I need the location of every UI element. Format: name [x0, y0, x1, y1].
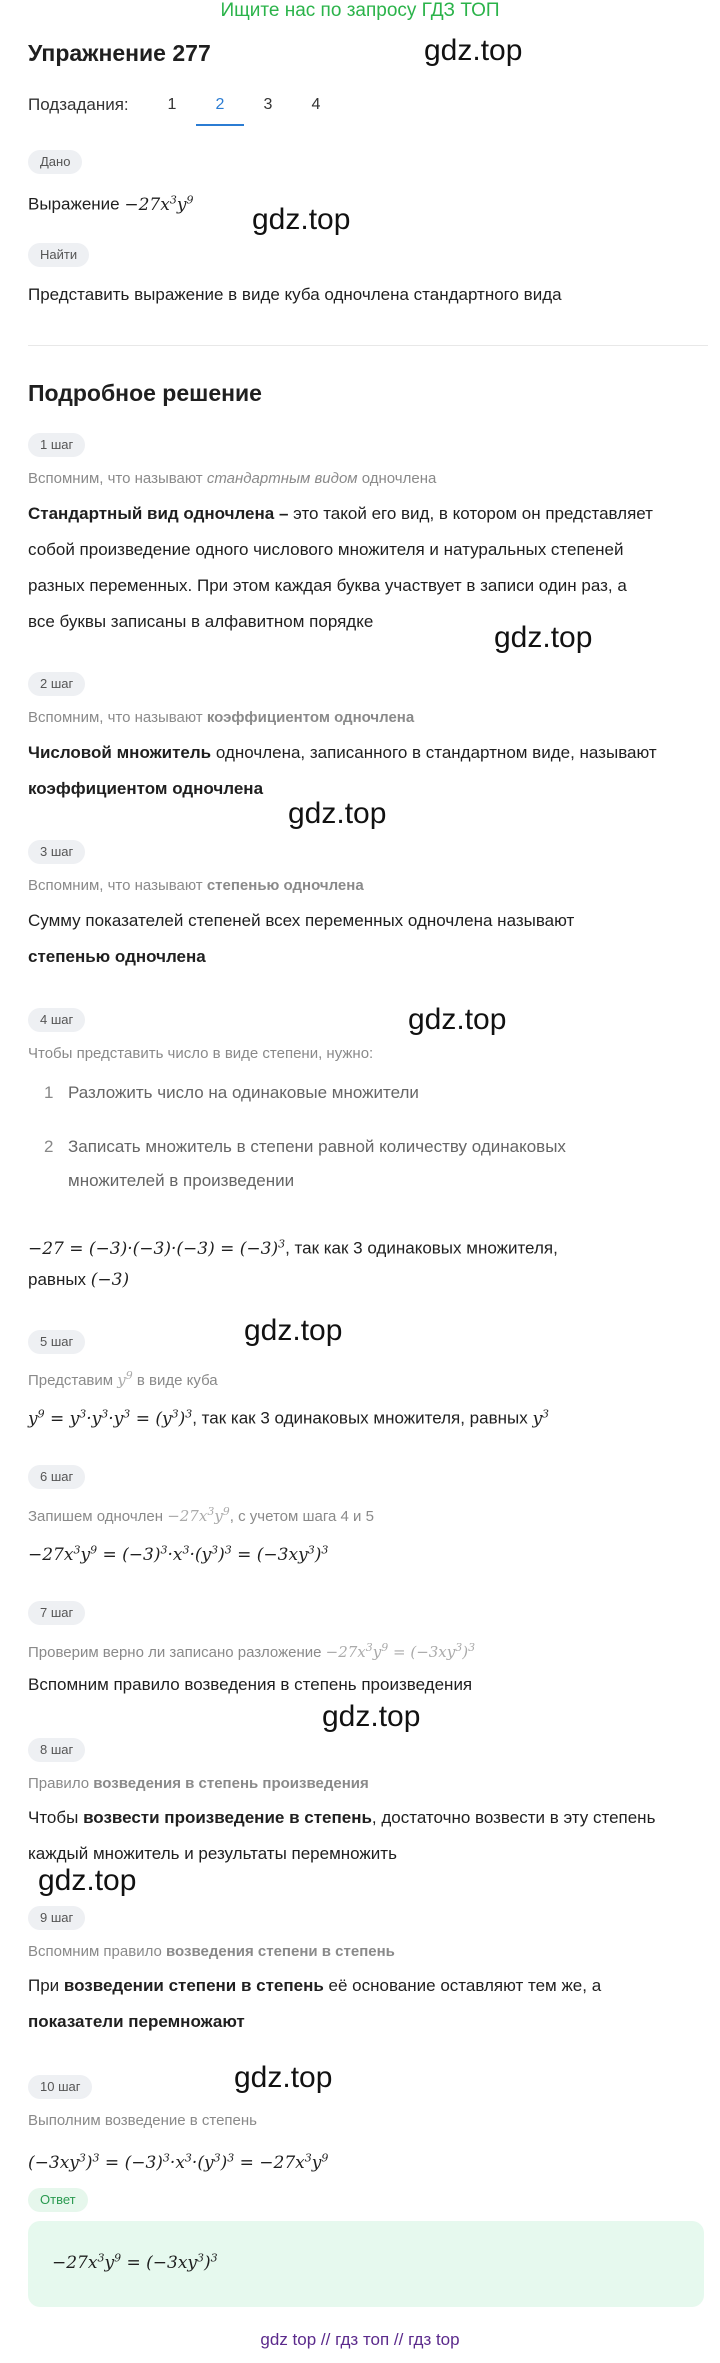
step-2-text: Числовой множитель одночлена, записанного в стандартном виде, называют — [28, 743, 657, 762]
given-text — [28, 182, 708, 223]
step-8-text-line: каждый множитель и результаты перемножить — [28, 1844, 397, 1863]
watermark: gdz.top — [424, 34, 523, 67]
step-3-note: Вспомним, что называют степенью одночлена — [28, 877, 364, 894]
step-6-formula: $-27x^3y^9 = (-3)^3\cdot x^3\cdot(y^3)^3 = (-3xy^3)^3$ — [28, 1543, 329, 1565]
step-1-note: Вспомним, что называют стандартным видом одночлена — [28, 470, 437, 487]
step-1-text: Стандартный вид одночлена – это такой его вид, в котором он представляет — [28, 504, 653, 523]
divider — [28, 345, 708, 346]
step-10-badge: 10 шаг — [28, 2075, 92, 2099]
step-2-note: Вспомним, что называют коэффициентом одночлена — [28, 709, 415, 726]
step-4-badge: 4 шаг — [28, 1008, 85, 1032]
step-2-text-line: коэффициентом одночлена — [28, 779, 264, 798]
find-text: Представить выражение в виде куба одночлена стандартного вида — [28, 285, 562, 304]
subtask-tab-4[interactable]: 4 — [311, 96, 321, 113]
watermark: gdz.top — [234, 2061, 333, 2094]
step-9-text-line: показатели перемножают — [28, 2012, 245, 2031]
watermark: gdz.top — [322, 1700, 421, 1733]
step-9-badge: 9 шаг — [28, 1906, 85, 1930]
step-6-note: Запишем одночлен $-27x^3y^9$, с учетом шага 4 и 5 — [28, 1505, 374, 1525]
top-banner: Ищите нас по запросу ГДЗ ТОП — [220, 0, 500, 21]
given-label: Выражение — [28, 194, 120, 214]
step-4-note: Чтобы представить число в виде степени, нужно: — [28, 1045, 374, 1062]
subtask-tab-3[interactable]: 3 — [263, 96, 273, 113]
step-4-formula: $-27 = (-3)\cdot(-3)\cdot(-3) = (-3)^3$, так как 3 одинаковых множителя, — [28, 1237, 558, 1259]
find-badge: Найти — [28, 243, 89, 267]
step-10-note: Выполним возведение в степень — [28, 2112, 257, 2129]
watermark: gdz.top — [288, 797, 387, 830]
watermark: gdz.top — [494, 621, 593, 654]
step-8-note: Правило возведения в степень произведения — [28, 1775, 369, 1792]
step-5-badge: 5 шаг — [28, 1330, 85, 1354]
answer-badge: Ответ — [28, 2188, 88, 2212]
subtask-tab-1[interactable]: 1 — [167, 96, 177, 113]
step-1-text-line: все буквы записаны в алфавитном порядке — [28, 612, 374, 631]
subtask-tab-2[interactable]: 2 — [196, 86, 244, 126]
step-1-text-line: собой произведение одного числового множителя и натуральных степеней — [28, 540, 624, 559]
watermark: gdz.top — [244, 1314, 343, 1347]
step-2-badge: 2 шаг — [28, 672, 85, 696]
step-3-text: Сумму показателей степеней всех переменных одночлена называют — [28, 911, 575, 930]
step-7-badge: 7 шаг — [28, 1601, 85, 1625]
given-badge: Дано — [28, 150, 82, 174]
step-8-badge: 8 шаг — [28, 1738, 85, 1762]
watermark: gdz.top — [38, 1864, 137, 1897]
watermark: gdz.top — [408, 1003, 507, 1036]
watermark: gdz.top — [252, 203, 351, 236]
answer-formula: $-27x^3y^9 = (-3xy^3)^3$ — [52, 2251, 218, 2273]
step-1-badge: 1 шаг — [28, 433, 85, 457]
step-7-note: Проверим верно ли записано разложение $-27x^3y^9 = (-3xy^3)^3$ — [28, 1641, 476, 1661]
subtasks-label: Подзадания: — [28, 95, 129, 114]
step-10-formula: $(-3xy^3)^3 = (-3)^3\cdot x^3\cdot(y^3)^3 = -27x^3y^9$ — [28, 2151, 329, 2173]
solution-title: Подробное решение — [28, 380, 262, 406]
list-item-continued: множителей в произведении — [68, 1171, 295, 1190]
step-6-badge: 6 шаг — [28, 1465, 85, 1489]
subtasks-tabs — [148, 86, 340, 126]
page-title: Упражнение 277 — [28, 40, 211, 66]
step-3-text-line: степенью одночлена — [28, 947, 206, 966]
step-1-text-line: разных переменных. При этом каждая буква участвует в записи один раз, а — [28, 576, 627, 595]
step-7-text: Вспомним правило возведения в степень произведения — [28, 1675, 473, 1694]
step-8-text: Чтобы возвести произведение в степень, достаточно возвести в эту степень — [28, 1808, 656, 1827]
step-9-note: Вспомним правило возведения степени в степень — [28, 1943, 395, 1960]
step-5-formula: $y^9 = y^3\cdot y^3\cdot y^3 = (y^3)^3$, так как 3 одинаковых множителя, равных $y^3$ — [28, 1407, 550, 1429]
step-4-formula-line: равных (−3) — [28, 1270, 130, 1290]
given-expression: $-27x^3y^9$ — [124, 193, 194, 215]
step-3-badge: 3 шаг — [28, 840, 85, 864]
step-9-text: При возведении степени в степень её основание оставляют тем же, а — [28, 1976, 602, 1995]
list-item: 2 Записать множитель в степени равной количеству одинаковых — [44, 1137, 566, 1156]
list-item: 1 Разложить число на одинаковые множители — [44, 1083, 419, 1102]
step-5-note: Представим $y^9$ в виде куба — [28, 1369, 218, 1389]
footer-links[interactable]: gdz top // гдз топ // гдз top — [260, 2330, 460, 2349]
